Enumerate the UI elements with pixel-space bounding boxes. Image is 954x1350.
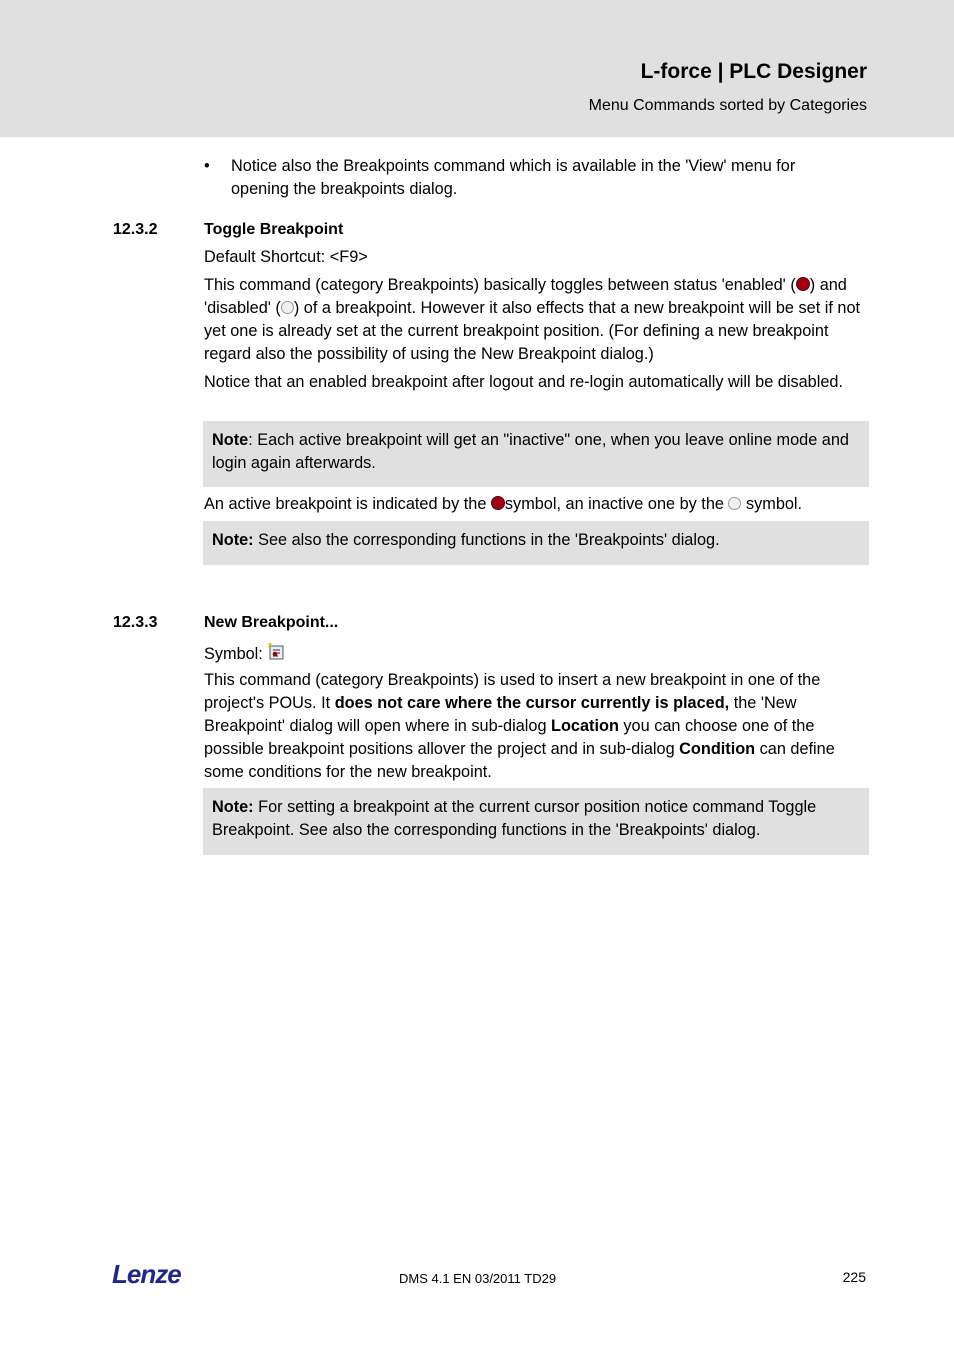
note-label: Note:: [212, 531, 254, 549]
note-box-see-also: [203, 521, 869, 565]
symbol-label: Symbol:: [204, 645, 263, 663]
note-box-inactive: [203, 421, 869, 487]
new-p1-bold1: does not care where the cursor currently is placed,: [334, 694, 730, 712]
bullet-item: [204, 155, 844, 201]
new-p1-bold2: Location: [551, 717, 619, 735]
toggle-p1-part3: ) of a breakpoint. However it also effects that a new breakpoint will be set if not yet one is already set at the current breakpoint position. (For defining a new breakpoint regard also the possibility of using the New Breakpoint dialog.): [204, 299, 861, 363]
toggle-paragraph-1: [204, 274, 868, 366]
toggle-p1-part1: This command (category Breakpoints) basically toggles between status 'enabled' (: [204, 276, 796, 294]
footer-doc-id: DMS 4.1 EN 03/2011 TD29: [399, 1271, 557, 1286]
note-text: See also the corresponding functions in the 'Breakpoints' dialog.: [253, 531, 720, 549]
section-title-new: New Breakpoint...: [204, 614, 339, 631]
new-breakpoint-icon: [267, 641, 284, 657]
breakpoint-active-icon: [796, 277, 810, 291]
note-text: For setting a breakpoint at the current cursor position notice command Toggle Breakpoint. See also the corresponding functions in the 'Breakpoints' dialog.: [212, 798, 817, 839]
default-shortcut: Default Shortcut: <F9>: [204, 248, 368, 266]
note-label: Note:: [212, 798, 254, 816]
breakpoint-active-icon: [491, 496, 505, 510]
page-header: [0, 0, 954, 137]
breakpoint-inactive-icon: [728, 497, 741, 510]
toggle-paragraph-3: [204, 493, 868, 516]
lenze-logo: Lenze: [112, 1259, 181, 1289]
new-paragraph-1: [204, 669, 868, 784]
section-title-toggle: Toggle Breakpoint: [204, 221, 344, 238]
bullet-text: Notice also the Breakpoints command which is available in the 'View' menu for opening the breakpoints dialog.: [231, 157, 796, 198]
breakpoint-inactive-icon: [281, 301, 294, 314]
header-title: L-force | PLC Designer: [640, 60, 867, 83]
bullet-symbol: •: [204, 157, 210, 175]
new-p1-part1: This command (category Breakpoints) is used to insert a new breakpoint in one of the project's POUs. It: [204, 671, 821, 712]
symbol-line: [204, 641, 868, 666]
toggle-p3-part1: An active breakpoint is indicated by the: [204, 495, 491, 513]
section-number-toggle: 12.3.2: [113, 221, 158, 238]
toggle-p1-part2: ) and 'disabled' (: [204, 276, 847, 317]
note-text: : Each active breakpoint will get an "inactive" one, when you leave online mode and login again afterwards.: [212, 431, 849, 472]
header-subtitle: Menu Commands sorted by Categories: [588, 97, 867, 114]
section-number-new: 12.3.3: [113, 614, 158, 631]
new-p1-bold3: Condition: [679, 740, 756, 758]
new-p1-part3: you can choose one of the possible breakpoint positions allover the project and in sub-dialog: [204, 717, 815, 758]
toggle-p3-part3: symbol.: [741, 495, 803, 513]
toggle-p3-part2: symbol, an inactive one by the: [504, 495, 729, 513]
toggle-paragraph-2: Notice that an enabled breakpoint after logout and re-login automatically will be disabled.: [204, 373, 843, 391]
new-p1-part4: can define some conditions for the new breakpoint.: [204, 740, 835, 781]
note-label: Note: [212, 431, 249, 449]
page-number: 225: [842, 1269, 866, 1285]
note-box-new-breakpoint: [203, 788, 869, 855]
new-p1-part2: the 'New Breakpoint' dialog will open where in sub-dialog: [204, 694, 797, 735]
